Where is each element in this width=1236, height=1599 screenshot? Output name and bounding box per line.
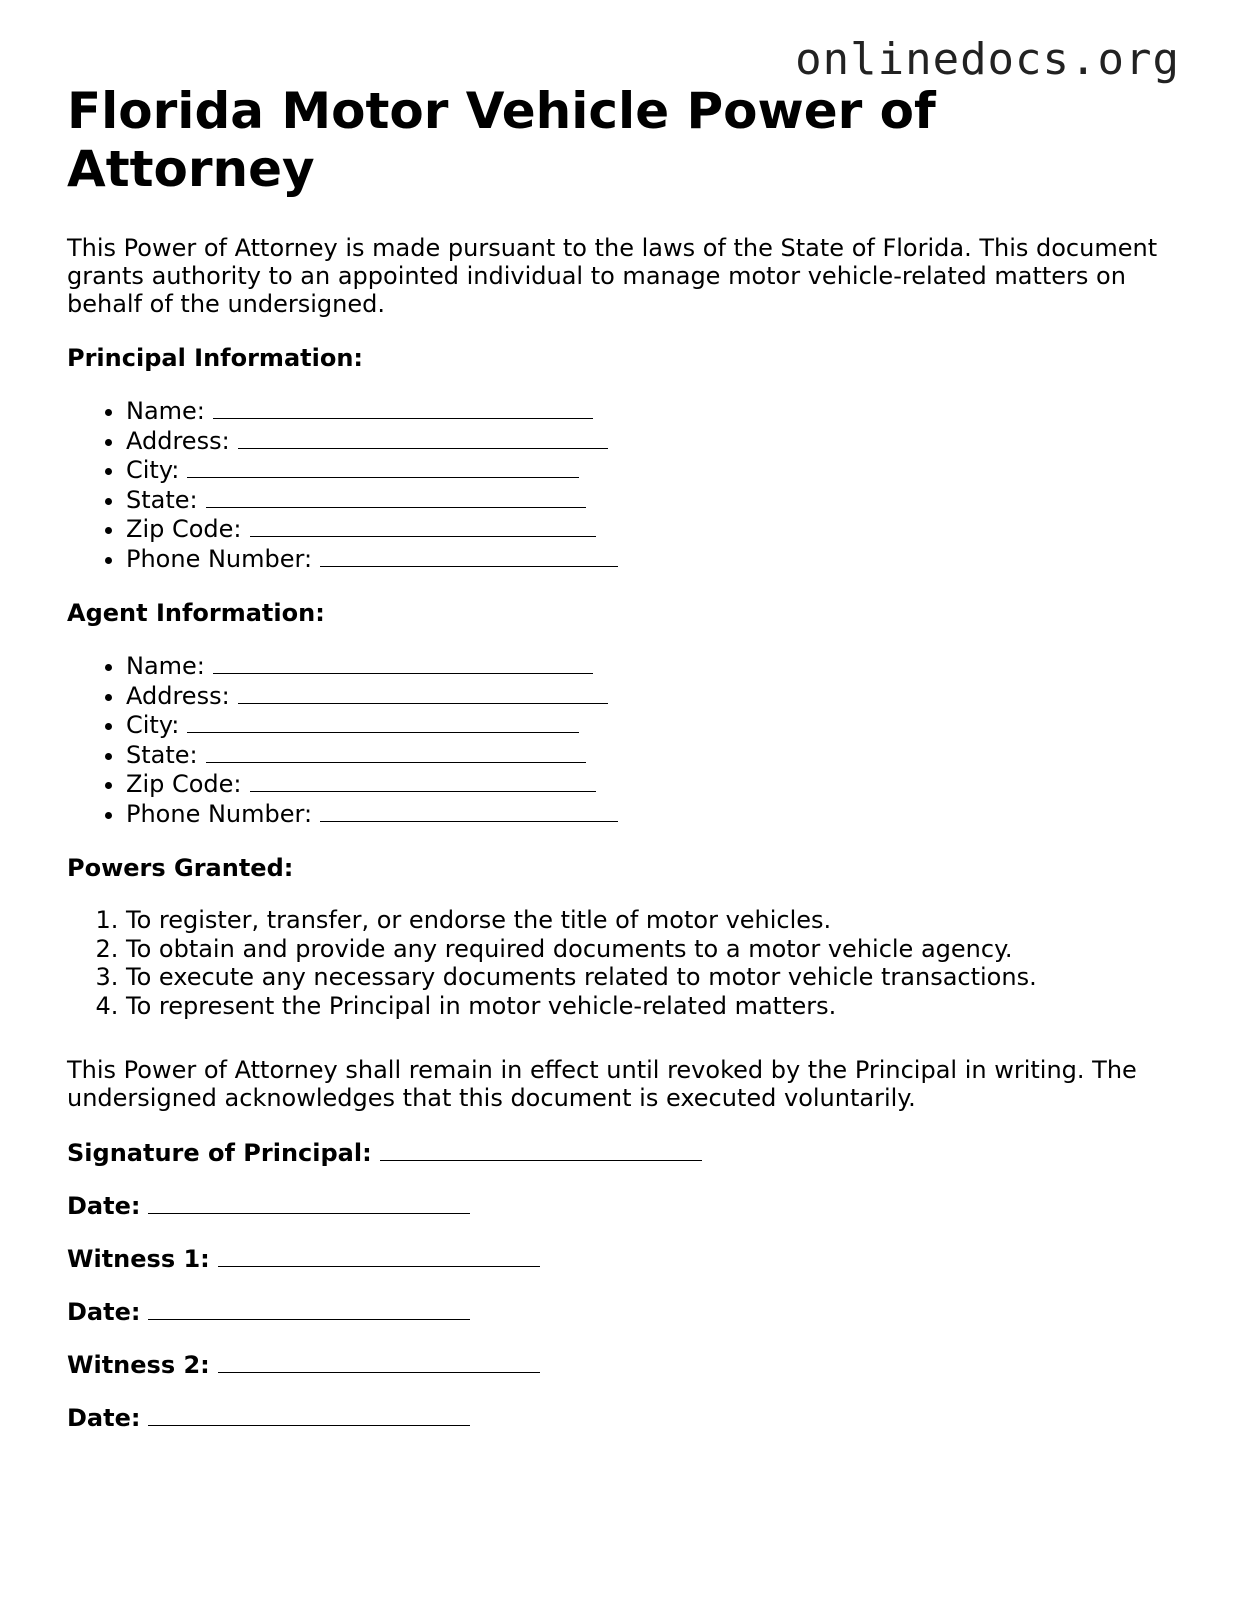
date-blank-1[interactable] [148,1191,470,1214]
witness-1-blank[interactable] [218,1244,540,1267]
agent-heading: Agent Information: [67,599,325,627]
agent-phone-field: • Phone Number: [126,799,1177,829]
agent-zip-field: • Zip Code: [126,769,1177,799]
principal-zip-blank[interactable] [250,514,596,537]
agent-zip-blank[interactable] [250,769,596,792]
principal-heading: Principal Information: [67,344,364,372]
principal-state-field: • State: [126,485,1177,515]
watermark-logo: onlinedocs.org [795,34,1180,85]
agent-fields-list [67,651,1177,828]
power-item: 4. To represent the Principal in motor vehicle-related matters. [126,992,1177,1021]
witness-1-line: Witness 1: [67,1244,1177,1273]
principal-city-field: • City: [126,455,1177,485]
agent-name-field: • Name: [126,651,1177,681]
agent-address-field: • Address: [126,681,1177,711]
principal-signature-line: Signature of Principal: [67,1138,1177,1167]
principal-fields-list [67,396,1177,573]
witness-2-line: Witness 2: [67,1350,1177,1379]
witness-2-blank[interactable] [218,1350,540,1373]
power-item: 3. To execute any necessary documents related to motor vehicle transactions. [126,963,1177,992]
principal-phone-blank[interactable] [320,544,618,567]
agent-name-blank[interactable] [213,651,593,674]
principal-state-blank[interactable] [206,485,586,508]
date-blank-2[interactable] [148,1297,470,1320]
principal-phone-field: • Phone Number: [126,544,1177,574]
principal-zip-field: • Zip Code: [126,514,1177,544]
date-blank-3[interactable] [148,1403,470,1426]
agent-city-blank[interactable] [187,710,579,733]
agent-state-blank[interactable] [206,740,586,763]
principal-name-blank[interactable] [213,396,593,419]
page-title: Florida Motor Vehicle Power of Attorney [67,82,936,198]
principal-city-blank[interactable] [187,455,579,478]
agent-address-blank[interactable] [238,681,608,704]
powers-list [67,906,1177,1020]
agent-phone-blank[interactable] [320,799,618,822]
agent-city-field: • City: [126,710,1177,740]
principal-signature-blank[interactable] [380,1138,702,1161]
agent-state-field: • State: [126,740,1177,770]
closing-paragraph: This Power of Attorney shall remain in effect until revoked by the Principal in writing. The undersigned acknowledges that this document is executed voluntarily. [67,1056,1137,1112]
powers-heading: Powers Granted: [67,854,294,882]
date-line-2: Date: [67,1297,1177,1326]
principal-address-blank[interactable] [238,426,608,449]
principal-address-field: • Address: [126,426,1177,456]
date-line-3: Date: [67,1403,1177,1432]
power-item: 2. To obtain and provide any required documents to a motor vehicle agency. [126,935,1177,964]
power-item: 1. To register, transfer, or endorse the title of motor vehicles. [126,906,1177,935]
document-page [67,82,1177,1432]
intro-paragraph: This Power of Attorney is made pursuant to the laws of the State of Florida. This document grants authority to an appointed individual to manage motor vehicle-related matters on behalf of the undersigned. [67,234,1158,318]
principal-name-field: • Name: [126,396,1177,426]
date-line-1: Date: [67,1191,1177,1220]
